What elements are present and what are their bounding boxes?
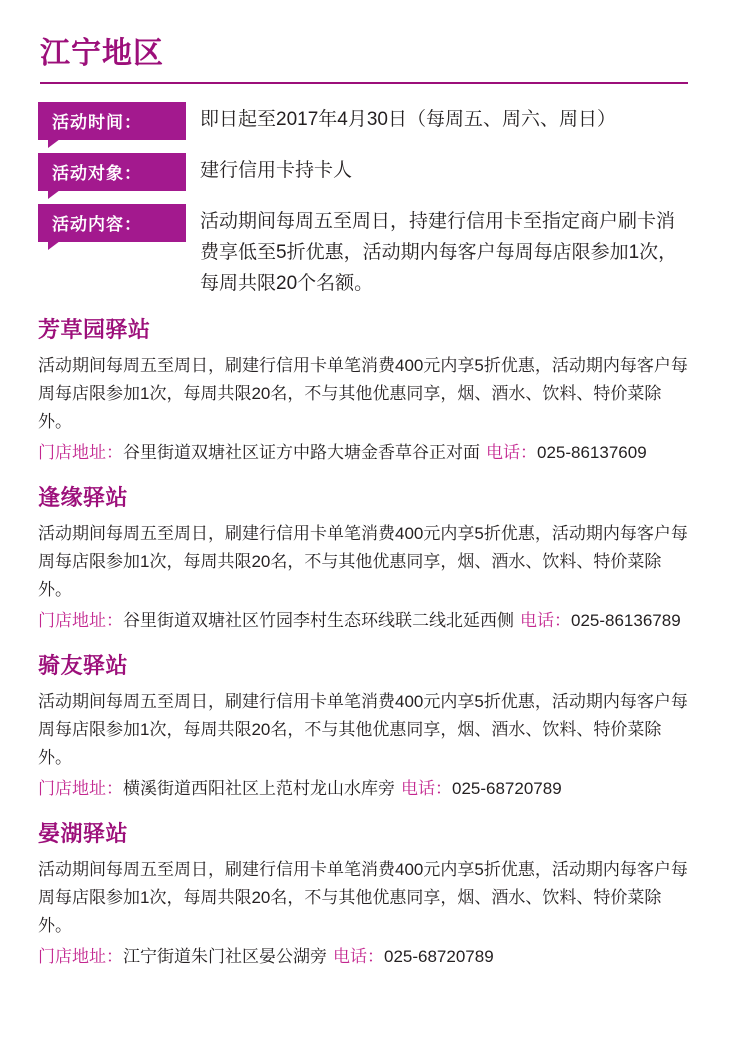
title-divider	[40, 82, 688, 84]
address-label: 门店地址：	[38, 611, 123, 630]
tag-activity-time: 活动时间：	[38, 102, 186, 140]
address-label: 门店地址：	[38, 443, 123, 462]
store-name: 晏湖驿站	[38, 821, 129, 846]
store-section	[38, 649, 695, 803]
store-name: 逢缘驿站	[38, 485, 129, 510]
address-value: 谷里街道双塘社区证方中路大塘金香草谷正对面	[123, 443, 480, 462]
store-name: 骑友驿站	[38, 653, 129, 678]
store-address-line	[38, 607, 695, 635]
address-label: 门店地址：	[38, 947, 123, 966]
page-title: 江宁地区	[40, 37, 164, 70]
phone-label: 电话：	[401, 779, 452, 798]
info-text-audience: 建行信用卡持卡人	[200, 160, 353, 181]
tag-activity-content: 活动内容：	[38, 204, 186, 242]
address-label: 门店地址：	[38, 779, 123, 798]
info-text-content: 活动期间每周五至周日，持建行信用卡至指定商户刷卡消费享低至5折优惠，活动期内每客户每周每店限参加1次，每周共限20个名额。	[200, 211, 678, 294]
phone-label: 电话：	[520, 611, 571, 630]
store-section	[38, 313, 695, 467]
store-section	[38, 817, 695, 971]
phone-value: 025-86136789	[571, 611, 681, 630]
store-section	[38, 481, 695, 635]
phone-value: 025-68720789	[384, 947, 494, 966]
address-value: 横溪街道西阳社区上范村龙山水库旁	[123, 779, 395, 798]
info-text-time: 即日起至2017年4月30日（每周五、周六、周日）	[200, 109, 616, 130]
address-value: 谷里街道双塘社区竹园李村生态环线联二线北延西侧	[123, 611, 514, 630]
store-description: 活动期间每周五至周日，刷建行信用卡单笔消费400元内享5折优惠，活动期内每客户每周每店限参加1次，每周共限20名，不与其他优惠同享，烟、酒水、饮料、特价菜除外。	[38, 860, 688, 935]
info-row-content	[38, 204, 695, 299]
store-description: 活动期间每周五至周日，刷建行信用卡单笔消费400元内享5折优惠，活动期内每客户每周每店限参加1次，每周共限20名，不与其他优惠同享，烟、酒水、饮料、特价菜除外。	[38, 356, 688, 431]
phone-label: 电话：	[486, 443, 537, 462]
phone-label: 电话：	[333, 947, 384, 966]
store-description: 活动期间每周五至周日，刷建行信用卡单笔消费400元内享5折优惠，活动期内每客户每周每店限参加1次，每周共限20名，不与其他优惠同享，烟、酒水、饮料、特价菜除外。	[38, 524, 688, 599]
store-name: 芳草园驿站	[38, 317, 151, 342]
info-block	[38, 102, 695, 299]
store-address-line	[38, 943, 695, 971]
info-row-time	[38, 102, 695, 140]
address-value: 江宁街道朱门社区晏公湖旁	[123, 947, 327, 966]
tag-activity-audience: 活动对象：	[38, 153, 186, 191]
phone-value: 025-86137609	[537, 443, 647, 462]
info-row-audience	[38, 153, 695, 191]
store-address-line	[38, 439, 695, 467]
store-description: 活动期间每周五至周日，刷建行信用卡单笔消费400元内享5折优惠，活动期内每客户每周每店限参加1次，每周共限20名，不与其他优惠同享，烟、酒水、饮料、特价菜除外。	[38, 692, 688, 767]
store-address-line	[38, 775, 695, 803]
phone-value: 025-68720789	[452, 779, 562, 798]
